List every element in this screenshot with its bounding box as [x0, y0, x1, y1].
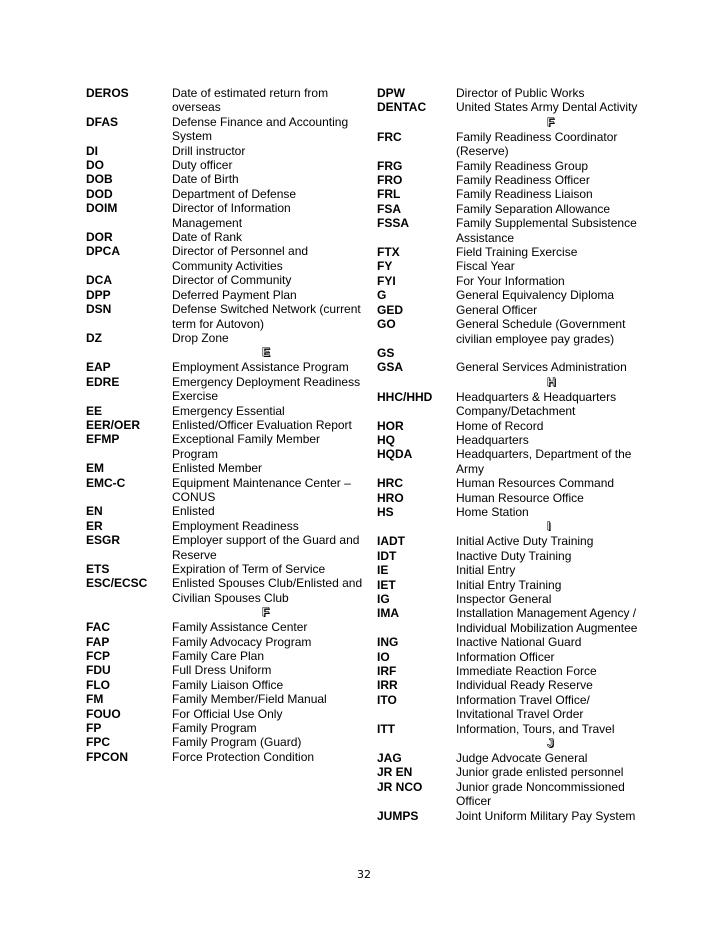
definition: General Schedule (Government civilian employee pay grades)	[456, 317, 626, 346]
glossary-entry	[377, 809, 645, 823]
glossary-entry	[86, 375, 364, 404]
glossary-entry	[86, 576, 364, 605]
definition: Director of Personnel and Community Activities	[172, 244, 309, 273]
acronym: IG	[377, 592, 390, 606]
glossary-entry	[86, 331, 364, 345]
definition: Family Separation Allowance	[456, 201, 611, 216]
definition: Fiscal Year	[456, 259, 515, 274]
acronym: EAP	[86, 360, 111, 375]
definition: Human Resources Command	[456, 476, 615, 491]
acronym: EER/OER	[86, 417, 141, 432]
definition: Information, Tours, and Travel	[456, 721, 615, 736]
definition: Department of Defense	[172, 186, 297, 201]
glossary-entry	[377, 86, 645, 100]
acronym: DSN	[86, 302, 112, 317]
definition: Initial Entry Training	[456, 577, 562, 592]
acronym: FY	[377, 259, 393, 274]
section-letter: H	[547, 374, 556, 389]
acronym: DPW	[377, 86, 405, 100]
acronym: DOR	[86, 230, 113, 245]
acronym: FSSA	[377, 216, 410, 231]
definition: Date of Rank	[172, 230, 243, 245]
definition: Inactive National Guard	[456, 635, 582, 650]
definition: Judge Advocate General	[456, 751, 588, 766]
glossary-entry	[377, 650, 645, 664]
acronym: DOB	[86, 172, 113, 187]
definition: Information Travel Office/ Invitational Travel Order	[456, 692, 590, 722]
glossary-entry	[377, 592, 645, 606]
glossary-entry	[86, 302, 364, 331]
definition: Director of Community	[172, 273, 292, 288]
acronym: HHC/HHD	[377, 389, 433, 404]
glossary-entry	[86, 404, 364, 418]
right-column	[377, 86, 645, 823]
section-letter: I	[547, 519, 551, 534]
definition: Immediate Reaction Force	[456, 664, 597, 679]
definition: Director of Public Works	[456, 86, 585, 100]
glossary-entry	[377, 678, 645, 692]
acronym: IMA	[377, 606, 399, 621]
acronym: JUMPS	[377, 808, 419, 823]
glossary-entry	[86, 158, 364, 172]
section-letter: F	[262, 605, 270, 620]
acronym: EM	[86, 461, 104, 476]
acronym: GED	[377, 302, 404, 317]
acronym: HQ	[377, 432, 395, 447]
definition: Junior grade Noncommissioned Officer	[456, 779, 625, 809]
acronym: FP	[86, 721, 102, 736]
acronym: GS	[377, 345, 395, 360]
glossary-entry	[86, 533, 364, 562]
definition: Headquarters	[456, 432, 529, 447]
definition: For Official Use Only	[172, 706, 283, 721]
acronym: EFMP	[86, 432, 120, 447]
definition: Drill instructor	[172, 143, 246, 158]
acronym: HS	[377, 504, 394, 519]
glossary-entry	[86, 201, 364, 230]
acronym: IRR	[377, 678, 398, 693]
definition: Home of Record	[456, 418, 544, 433]
acronym: JR NCO	[377, 779, 423, 794]
definition: Exceptional Family Member Program	[172, 432, 321, 461]
definition: Family Readiness Officer	[456, 173, 590, 188]
acronym: FPC	[86, 735, 110, 750]
glossary-entry	[377, 693, 645, 722]
page-number: 32	[357, 868, 371, 881]
glossary-entry	[86, 86, 364, 115]
acronym: EE	[86, 403, 103, 418]
definition: Duty officer	[172, 158, 233, 173]
acronym: FRC	[377, 129, 402, 144]
glossary-entry	[86, 115, 364, 144]
acronym: IADT	[377, 534, 405, 549]
acronym: FRG	[377, 158, 403, 173]
definition: Enlisted/Officer Evaluation Report	[172, 417, 352, 432]
glossary-entry	[377, 419, 645, 433]
glossary-entry	[86, 678, 364, 692]
acronym: DI	[86, 143, 98, 158]
glossary-entry	[86, 504, 364, 518]
acronym: EDRE	[86, 374, 120, 389]
definition: For Your Information	[456, 273, 565, 288]
glossary-entry	[377, 476, 645, 490]
glossary-entry	[86, 476, 364, 505]
acronym: ER	[86, 518, 103, 533]
glossary-entry	[377, 491, 645, 505]
glossary-entry	[86, 230, 364, 244]
acronym: JR EN	[377, 765, 413, 780]
definition: General Equivalency Diploma	[456, 288, 615, 303]
glossary-entry	[86, 692, 364, 706]
glossary-entry	[377, 274, 645, 288]
definition: Family Readiness Group	[456, 158, 589, 173]
definition: Inspector General	[456, 592, 552, 606]
acronym: GSA	[377, 360, 404, 375]
definition: Installation Management Agency / Individual Mobilization Augmentee	[456, 606, 638, 635]
definition: Inactive Duty Training	[456, 548, 572, 563]
acronym: FLO	[86, 677, 110, 692]
definition: Defense Switched Network (current term for Autovon)	[172, 302, 361, 331]
glossary-entry	[86, 750, 364, 764]
definition: Family Supplemental Subsistence Assistance	[456, 216, 637, 245]
definition: Joint Uniform Military Pay System	[456, 808, 636, 823]
definition: Equipment Maintenance Center – CONUS	[172, 475, 351, 504]
glossary-entry	[86, 360, 364, 374]
acronym: FTX	[377, 245, 400, 260]
definition: Enlisted	[172, 504, 215, 519]
acronym: IET	[377, 577, 396, 592]
definition: Enlisted Member	[172, 461, 263, 476]
glossary-entry	[377, 765, 645, 779]
glossary-entry	[86, 244, 364, 273]
acronym: EN	[86, 504, 103, 519]
glossary-entry	[86, 663, 364, 677]
acronym: IRF	[377, 664, 397, 679]
glossary-entry	[377, 433, 645, 447]
left-column	[86, 86, 364, 764]
definition: Defense Finance and Accounting System	[172, 114, 349, 144]
glossary-entry	[377, 390, 645, 419]
definition: Family Readiness Coordinator (Reserve)	[456, 129, 618, 159]
acronym: FOUO	[86, 706, 121, 721]
acronym: FRO	[377, 173, 403, 188]
acronym: FAC	[86, 620, 110, 635]
glossary-entry	[377, 505, 645, 519]
definition: Headquarters & Headquarters Company/Detachment	[456, 389, 617, 419]
definition: Family Member/Field Manual	[172, 692, 327, 707]
definition: Employment Readiness	[172, 518, 299, 533]
definition: Headquarters, Department of the Army	[456, 447, 632, 476]
glossary-entry	[377, 751, 645, 765]
glossary-entry	[86, 735, 364, 749]
acronym: DPCA	[86, 244, 121, 259]
glossary-entry	[377, 202, 645, 216]
definition: Family Program	[172, 721, 257, 736]
definition: Family Assistance Center	[172, 620, 308, 635]
definition: Field Training Exercise	[456, 245, 578, 260]
glossary-entry	[86, 721, 364, 735]
definition: Full Dress Uniform	[172, 663, 272, 678]
acronym: G	[377, 288, 387, 303]
definition: Drop Zone	[172, 330, 229, 345]
definition: Date of Birth	[172, 172, 239, 187]
acronym: ETS	[86, 562, 110, 576]
acronym: FM	[86, 692, 104, 707]
definition: Expiration of Term of Service	[172, 562, 326, 576]
glossary-entry	[377, 447, 645, 476]
definition: Family Liaison Office	[172, 677, 284, 692]
acronym: GO	[377, 317, 396, 332]
acronym: ITT	[377, 721, 395, 736]
glossary-entry	[377, 578, 645, 592]
glossary-entry	[86, 635, 364, 649]
definition: Family Program (Guard)	[172, 735, 302, 750]
acronym: DPP	[86, 287, 111, 302]
definition: General Officer	[456, 302, 538, 317]
glossary-entry	[86, 187, 364, 201]
glossary-entry	[377, 346, 645, 360]
acronym: HRC	[377, 476, 403, 491]
glossary-entry	[377, 664, 645, 678]
definition: Home Station	[456, 504, 529, 519]
glossary-entry	[86, 707, 364, 721]
glossary-entry	[377, 245, 645, 259]
acronym: FCP	[86, 649, 110, 664]
definition: Human Resource Office	[456, 490, 584, 505]
glossary-entry	[86, 461, 364, 475]
acronym: FYI	[377, 273, 396, 288]
glossary-entry	[86, 144, 364, 158]
glossary-entry	[377, 173, 645, 187]
definition: Initial Active Duty Training	[456, 534, 594, 549]
acronym: EMC-C	[86, 475, 126, 490]
glossary-entry	[86, 432, 364, 461]
definition: Emergency Essential	[172, 403, 285, 418]
definition: Family Care Plan	[172, 649, 265, 664]
acronym: DENTAC	[377, 100, 427, 115]
definition: Family Readiness Liaison	[456, 187, 593, 202]
acronym: DOIM	[86, 201, 118, 216]
glossary-entry	[377, 780, 645, 809]
glossary-entry	[377, 100, 645, 114]
acronym: DCA	[86, 273, 112, 288]
glossary-entry	[377, 534, 645, 548]
definition: Junior grade enlisted personnel	[456, 765, 624, 780]
definition: Enlisted Spouses Club/Enlisted and Civilian Spouses Club	[172, 576, 363, 605]
acronym: JAG	[377, 751, 402, 766]
glossary-entry	[377, 216, 645, 245]
acronym: DFAS	[86, 114, 119, 129]
definition: Individual Ready Reserve	[456, 678, 593, 693]
acronym: ESGR	[86, 533, 121, 548]
section-letter: F	[547, 114, 555, 129]
glossary-entry	[377, 635, 645, 649]
glossary-entry	[377, 159, 645, 173]
definition: Information Officer	[456, 649, 555, 664]
acronym: DEROS	[86, 86, 129, 100]
acronym: DO	[86, 158, 104, 173]
glossary-entry	[377, 606, 645, 635]
glossary-entry	[377, 130, 645, 159]
glossary-entry	[377, 259, 645, 273]
glossary-entry	[377, 288, 645, 302]
definition	[456, 346, 645, 360]
acronym: ING	[377, 635, 399, 650]
section-letter: E	[262, 345, 271, 360]
acronym: HRO	[377, 490, 404, 505]
acronym: DZ	[86, 330, 102, 345]
definition: Employer support of the Guard and Reserve	[172, 533, 360, 562]
acronym: HQDA	[377, 447, 413, 462]
acronym: ESC/ECSC	[86, 576, 148, 591]
glossary-entry	[86, 418, 364, 432]
acronym: IO	[377, 649, 390, 664]
definition: Employment Assistance Program	[172, 360, 349, 375]
definition: Initial Entry	[456, 563, 516, 578]
glossary-entry	[86, 620, 364, 634]
acronym: FPCON	[86, 749, 128, 764]
glossary-entry	[86, 519, 364, 533]
acronym: FAP	[86, 634, 110, 649]
glossary-entry	[377, 563, 645, 577]
glossary-entry	[86, 288, 364, 302]
acronym: DOD	[86, 186, 113, 201]
definition: Director of Information Management	[172, 201, 291, 230]
definition: Family Advocacy Program	[172, 634, 312, 649]
acronym: FSA	[377, 201, 401, 216]
acronym: IE	[377, 563, 389, 578]
acronym: HOR	[377, 418, 404, 433]
definition: Emergency Deployment Readiness Exercise	[172, 374, 361, 404]
glossary-entry	[377, 722, 645, 736]
definition: Date of estimated return from overseas	[172, 86, 329, 115]
glossary-entry	[86, 172, 364, 186]
acronym: ITO	[377, 692, 397, 707]
glossary-entry	[86, 649, 364, 663]
glossary-entry	[377, 317, 645, 346]
glossary-entry	[377, 549, 645, 563]
glossary-entry	[377, 360, 645, 374]
definition: Force Protection Condition	[172, 749, 315, 764]
acronym: FRL	[377, 187, 401, 202]
acronym: IDT	[377, 548, 397, 563]
definition: United States Army Dental Activity	[456, 100, 638, 115]
glossary-entry	[377, 187, 645, 201]
glossary-entry	[86, 273, 364, 287]
glossary-entry	[86, 562, 364, 576]
definition: General Services Administration	[456, 360, 627, 375]
acronym: FDU	[86, 663, 111, 678]
definition: Deferred Payment Plan	[172, 287, 297, 302]
glossary-entry	[377, 303, 645, 317]
section-letter: J	[547, 736, 554, 751]
